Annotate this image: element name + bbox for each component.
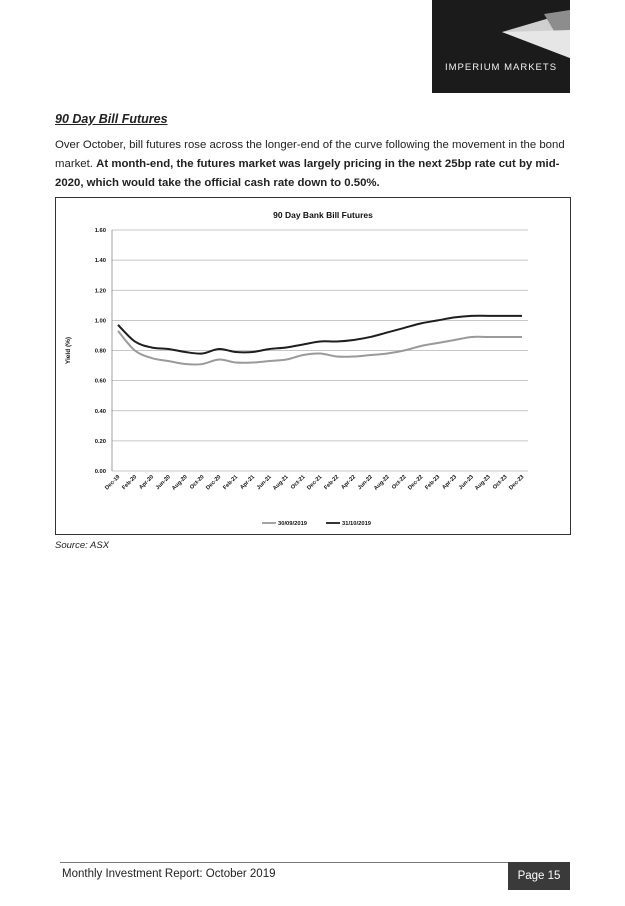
x-tick-label: Jun-20 [154,474,172,492]
x-tick-label: Aug-23 [474,474,492,492]
x-tick-label: Apr-20 [138,474,156,491]
series-line-30-09-2019 [118,331,522,365]
x-tick-label: Oct-22 [391,474,408,491]
x-tick-labels [104,474,525,492]
legend-label: 30/09/2019 [278,521,308,527]
x-tick-label: Jun-23 [457,474,475,492]
x-tick-label: Apr-22 [340,474,358,491]
footer-divider [60,862,570,863]
x-tick-label: Feb-20 [121,474,139,492]
chart-container [55,197,571,535]
y-axis-label: Yield (%) [65,336,72,365]
y-tick-label: 0.80 [94,348,106,355]
paragraph-normal-text: Over October, bill futures rose across the longer-end of the curve following the movement in the bond market. [55,139,565,170]
x-tick-label: Feb-22 [323,474,341,492]
y-tick-label: 0.20 [94,438,106,445]
y-tick-label: 0.00 [94,469,106,475]
x-tick-label: Oct-20 [189,474,206,491]
x-tick-label: Aug-21 [272,474,290,492]
x-tick-label: Feb-21 [222,474,240,492]
x-tick-label: Feb-23 [424,474,442,492]
logo-mark [432,0,570,93]
x-tick-label: Apr-21 [239,474,257,491]
y-tick-labels [95,228,106,475]
x-tick-label: Dec-21 [306,474,324,492]
source-note: Source: ASX [55,540,110,551]
legend [262,521,372,527]
x-tick-label: Jun-22 [356,474,374,492]
x-tick-label: Aug-22 [373,474,391,492]
brand-name: IMPERIUM MARKETS [444,62,558,73]
y-tick-label: 1.00 [94,318,106,325]
x-tick-label: Dec-20 [205,474,223,492]
x-tick-label: Dec-19 [104,474,122,492]
section-title: 90 Day Bill Futures [55,112,168,126]
series-lines [117,315,522,364]
x-tick-label: Apr-23 [441,474,459,491]
y-tick-label: 0.40 [94,408,106,415]
y-tick-label: 1.20 [94,288,106,295]
y-tick-label: 1.40 [94,258,106,265]
legend-label: 31/10/2019 [342,521,372,527]
line-chart [56,198,572,536]
chart-title: 90 Day Bank Bill Futures [273,210,373,220]
footer-title: Monthly Investment Report: October 2019 [62,868,276,880]
x-tick-label: Aug-20 [171,474,189,492]
section-paragraph [55,136,575,193]
brand-logo [432,0,570,93]
page-number: Page 15 [508,862,570,890]
y-tick-label: 0.60 [94,378,106,385]
x-tick-label: Oct-23 [492,474,509,491]
series-line-31-10-2019 [118,316,522,354]
y-tick-label: 1.60 [94,228,106,234]
x-tick-label: Dec-23 [508,474,526,492]
paragraph-bold-text: At month-end, the futures market was largely pricing in the next 25bp rate cut by mid-2020, which would take the official cash rate down to 0.50%. [55,158,560,189]
x-tick-label: Oct-21 [290,474,307,491]
x-tick-label: Jun-21 [255,474,273,492]
x-tick-label: Dec-22 [407,474,425,492]
